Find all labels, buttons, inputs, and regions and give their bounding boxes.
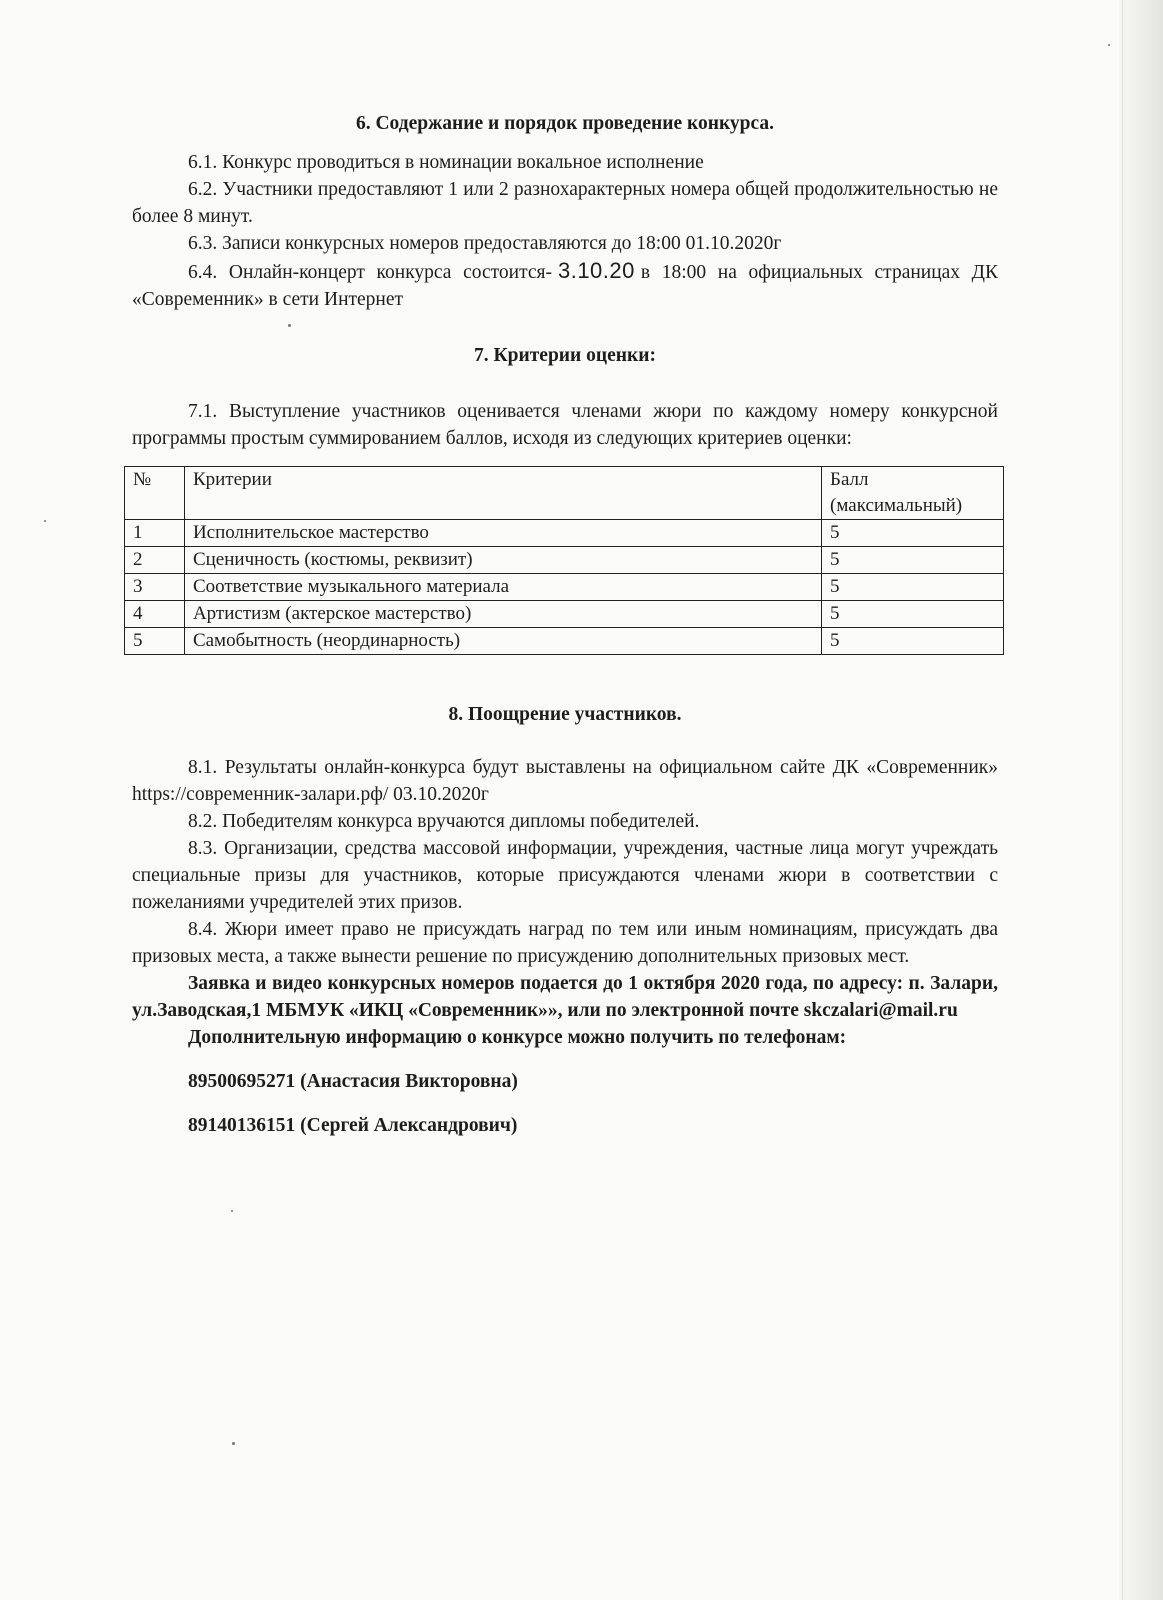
section-8-body	[132, 754, 998, 970]
row-criterion: Соответствие музыкального материала	[184, 574, 821, 601]
scan-edge-line	[1122, 0, 1123, 1600]
document-body	[132, 110, 998, 1139]
phone-sergey: 89140136151 (Сергей Александрович)	[188, 1115, 518, 1136]
table-row	[125, 574, 1004, 601]
scan-speck	[232, 1442, 235, 1445]
row-score: 5	[822, 628, 1004, 655]
scan-speck	[44, 520, 46, 522]
row-number: 1	[125, 520, 185, 547]
table-row	[125, 628, 1004, 655]
row-number: 2	[125, 547, 185, 574]
row-criterion: Самобытность (неординарность)	[184, 628, 821, 655]
paragraph-6-4-end: в 18:00 на официальных страницах ДК «Современник» в сети Интернет	[132, 262, 998, 310]
section-7-body	[132, 398, 998, 655]
scan-speck	[231, 1210, 233, 1212]
info-note: Дополнительную информацию о конкурсе можно получить по телефонам:	[188, 1027, 847, 1048]
row-score: 5	[822, 547, 1004, 574]
paragraph-6-3: 6.3. Записи конкурсных номеров предоставляются до 18:00 01.10.2020г	[188, 233, 782, 254]
row-number: 4	[125, 601, 185, 628]
scan-speck	[1108, 44, 1110, 46]
paragraph-6-1: 6.1. Конкурс проводиться в номинации вокальное исполнение	[188, 152, 704, 173]
section-6-title: 6. Содержание и порядок проведение конкурса.	[355, 113, 775, 134]
row-score: 5	[822, 520, 1004, 547]
paragraph-8-4: 8.4. Жюри имеет право не присуждать наград по тем или иным номинациям, присуждать два призовых места, а также вынести решение по присуждению дополнительных призовых мест.	[132, 919, 998, 967]
scan-edge-shadow	[1119, 0, 1163, 1600]
application-note: Заявка и видео конкурсных номеров подается до 1 октября 2020 года, по адресу: п. Залари, ул.Заводская,1 МБМУК «ИКЦ «Современник»», или по электронной почте skczalari@mail.ru	[132, 973, 998, 1021]
table-row	[125, 520, 1004, 547]
paragraph-6-4	[132, 257, 998, 313]
paragraph-8-2: 8.2. Победителям конкурса вручаются дипломы победителей.	[188, 811, 700, 832]
paragraph-8-3: 8.3. Организации, средства массовой информации, учреждения, частные лица могут учреждать специальные призы для участников, которые присуждаются членами жюри в соответствии с пожеланиями учредителей этих призов.	[132, 838, 998, 913]
section-6-body	[132, 149, 998, 313]
section-7-title: 7. Критерии оценки:	[474, 345, 656, 366]
header-number: №	[125, 467, 185, 520]
paragraph-6-2: 6.2. Участники предоставляют 1 или 2 разнохарактерных номера общей продолжительностью не более 8 минут.	[132, 179, 998, 227]
section-8-title: 8. Поощрение участников.	[448, 704, 682, 725]
row-score: 5	[822, 574, 1004, 601]
row-number: 5	[125, 628, 185, 655]
header-score: Балл (максимальный)	[822, 467, 1004, 520]
row-criterion: Исполнительское мастерство	[184, 520, 821, 547]
header-criteria: Критерии	[184, 467, 821, 520]
row-criterion: Сценичность (костюмы, реквизит)	[184, 547, 821, 574]
contacts-block	[132, 970, 998, 1139]
row-score: 5	[822, 601, 1004, 628]
criteria-table	[124, 466, 1004, 655]
paragraph-7-1: 7.1. Выступление участников оценивается членами жюри по каждому номеру конкурсной программы простым суммированием баллов, исходя из следующих критериев оценки:	[132, 401, 998, 449]
row-criterion: Артистизм (актерское мастерство)	[184, 601, 821, 628]
table-header-row	[125, 467, 1004, 520]
row-number: 3	[125, 574, 185, 601]
paragraph-6-4-start: 6.4. Онлайн-концерт конкурса состоится-	[188, 262, 552, 283]
table-row	[125, 601, 1004, 628]
paragraph-8-1: 8.1. Результаты онлайн-конкурса будут выставлены на официальном сайте ДК «Современник» https://современник-залари.рф/ 03.10.2020г	[132, 757, 998, 805]
concert-date: 3.10.20	[557, 258, 635, 283]
phone-anastasia: 89500695271 (Анастасия Викторовна)	[188, 1071, 518, 1092]
table-row	[125, 547, 1004, 574]
